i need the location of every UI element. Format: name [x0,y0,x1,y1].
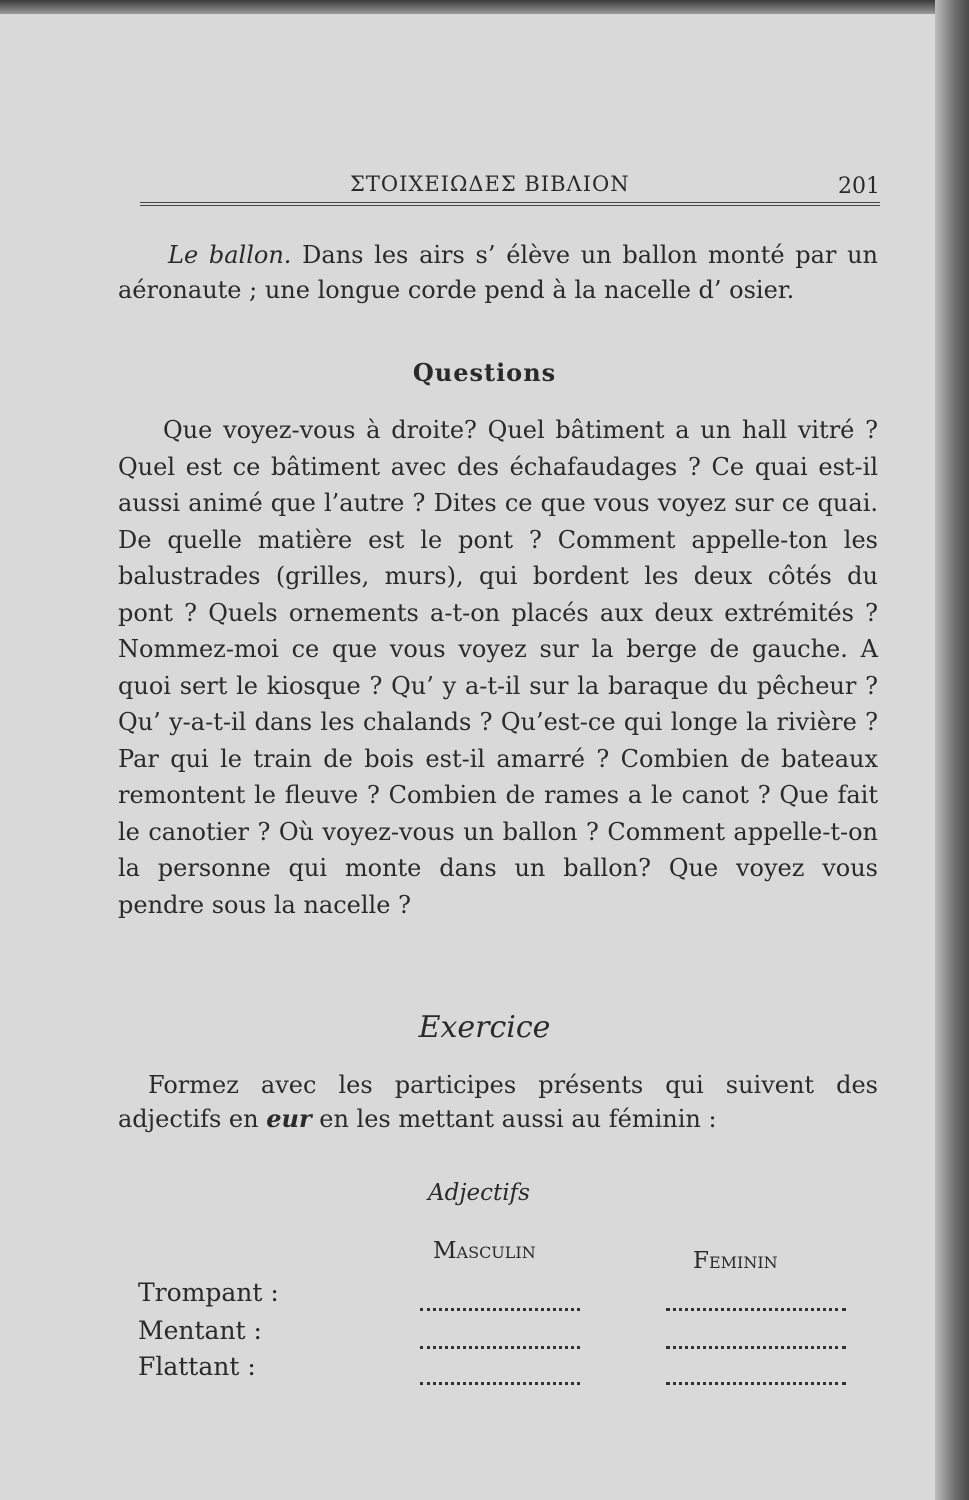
exercise-row [138,1316,858,1352]
row-label: Flattant : [138,1352,256,1381]
exercise-row [138,1278,858,1314]
header-rule [140,202,880,206]
exercise-emphasis: eur [266,1104,312,1133]
questions-paragraph: Que voyez-vous à droite? Quel bâtiment a un hall vitré ? Quel est ce bâtiment avec des échafaudages ? Ce quai est-il aussi animé que l’autre ? Dites ce que vous voyez sur ce quai. De quelle matière est le pont ? Comment appelle-ton les balustrades (grilles, murs), qui bordent les deux côtés du pont ? Quels ornements a-t-on placés aux deux extrémités ? Nommez-moi ce que vous voyez sur la berge de gauche. A quoi sert le kiosque ? Qu’ y a-t-il sur la baraque du pêcheur ? Qu’ y-a-t-il dans les chalands ? Qu’est-ce qui longe la rivière ? Par qui le train de bois est-il amarré ? Combien de bateaux remontent le fleuve ? Combien de rames a le canot ? Que fait le canotier ? Où voyez-vous un ballon ? Comment appelle-t-on la personne qui monte dans un ballon? Que voyez vous pendre sous la nacelle ? [118,416,878,919]
exercise-text-before: Formez avec les participes présents qui suivent des adjectifs en [118,1071,878,1133]
exercise-row [138,1352,858,1388]
intro-paragraph [118,238,878,308]
exercise-text-after: en les mettant aussi au féminin : [319,1105,717,1133]
feminin-blank [666,1278,846,1311]
masculin-blank [420,1278,580,1311]
intro-text: Dans les airs s’ élève un ballon monté par un aéronaute ; une longue corde pend à la nacelle d’ osier. [118,241,879,304]
page-number: 201 [838,174,880,199]
book-top-edge [0,0,969,14]
row-label: Trompant : [138,1278,279,1307]
feminin-blank [666,1316,846,1349]
exercise-heading: Exercice [418,1010,551,1045]
masculin-blank [420,1316,580,1349]
adjectifs-heading: Adjectifs [428,1180,530,1206]
masculin-blank [420,1352,580,1385]
questions-heading: Questions [412,358,557,387]
intro-lead: Le ballon. [168,241,292,269]
row-label: Mentant : [138,1316,262,1345]
exercise-instructions [118,1068,878,1136]
book-spine-edge [935,0,969,1500]
running-title: ΣΤΟΙΧΕΙΩΔΕΣ ΒΙΒΛΙΟΝ [350,172,630,196]
feminin-blank [666,1352,846,1385]
running-header [140,172,880,212]
column-feminin: Feminin [693,1248,778,1274]
column-masculin: Masculin [433,1238,536,1264]
